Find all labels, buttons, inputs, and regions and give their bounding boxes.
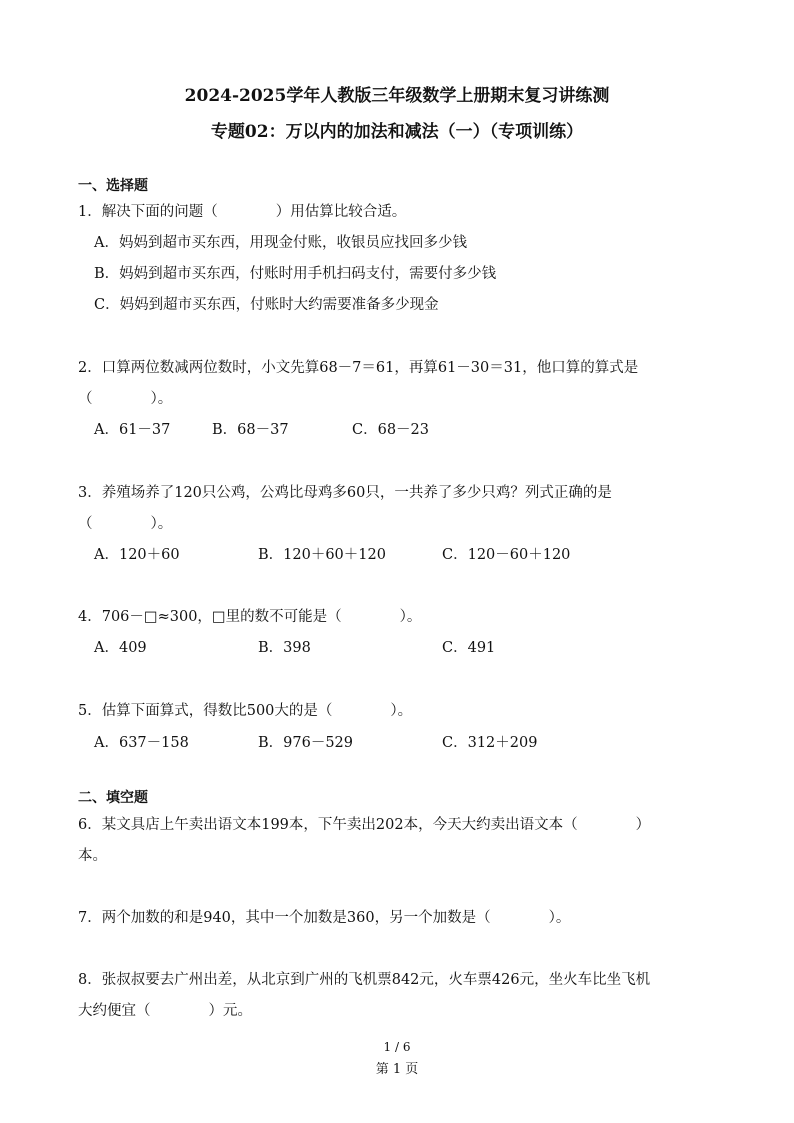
question-1-option-c: C．妈妈到超市买东西，付账时大约需要准备多少现金 (94, 297, 439, 313)
page-subtitle: 专题02：万以内的加法和减法（一）（专项训练） (210, 122, 584, 142)
question-2-option-a: A．61－37 (94, 422, 171, 438)
question-6: 6．某文具店上午卖出语文本199本，下午卖出202本，今天大约卖出语文本（ ） (78, 817, 651, 833)
question-3-continuation: （ ）。 (78, 516, 173, 532)
section-heading-choice: 一、选择题 (78, 178, 148, 194)
question-4-option-c: C．491 (442, 640, 496, 656)
question-3-options (94, 543, 694, 563)
question-6-continuation: 本。 (78, 848, 107, 864)
page-fraction: 1 / 6 (383, 1040, 411, 1054)
question-2-option-b: B．68－37 (212, 422, 289, 438)
question-1: 1．解决下面的问题（ ）用估算比较合适。 (78, 204, 407, 220)
page-label: 第 1 页 (375, 1062, 419, 1077)
question-4-options (94, 636, 694, 656)
question-3-option-c: C．120－60＋120 (442, 547, 571, 563)
question-1-option-a: A．妈妈到超市买东西，用现金付账，收银员应找回多少钱 (94, 235, 467, 251)
question-2: 2．口算两位数减两位数时，小文先算68－7＝61，再算61－30＝31，他口算的算式是 (78, 360, 639, 376)
section-heading-fill: 二、填空题 (78, 790, 148, 806)
question-5-option-a: A．637－158 (94, 735, 189, 751)
question-1-option-b: B．妈妈到超市买东西，付账时用手机扫码支付，需要付多少钱 (94, 266, 497, 282)
question-3: 3．养殖场养了120只公鸡，公鸡比母鸡多60只，一共养了多少只鸡？列式正确的是 (78, 485, 612, 501)
question-3-option-b: B．120＋60＋120 (258, 547, 386, 563)
question-2-continuation: （ ）。 (78, 391, 173, 407)
page-title: 2024-2025学年人教版三年级数学上册期末复习讲练测 (184, 86, 610, 106)
question-5: 5．估算下面算式，得数比500大的是（ ）。 (78, 703, 413, 719)
question-3-option-a: A．120＋60 (94, 547, 180, 563)
question-5-option-b: B．976－529 (258, 735, 354, 751)
question-5-option-c: C．312＋209 (442, 735, 538, 751)
question-4-option-b: B．398 (258, 640, 311, 656)
question-5-options (94, 731, 694, 751)
question-4: 4．706－□≈300，□里的数不可能是（ ）。 (78, 609, 422, 625)
question-2-options (94, 418, 694, 438)
question-7: 7．两个加数的和是940，其中一个加数是360，另一个加数是（ ）。 (78, 910, 571, 926)
question-2-option-c: C．68－23 (352, 422, 429, 438)
question-8-continuation: 大约便宜（ ）元。 (78, 1003, 252, 1019)
question-8: 8．张叔叔要去广州出差，从北京到广州的飞机票842元，火车票426元，坐火车比坐飞机 (78, 972, 651, 988)
question-4-option-a: A．409 (94, 640, 147, 656)
